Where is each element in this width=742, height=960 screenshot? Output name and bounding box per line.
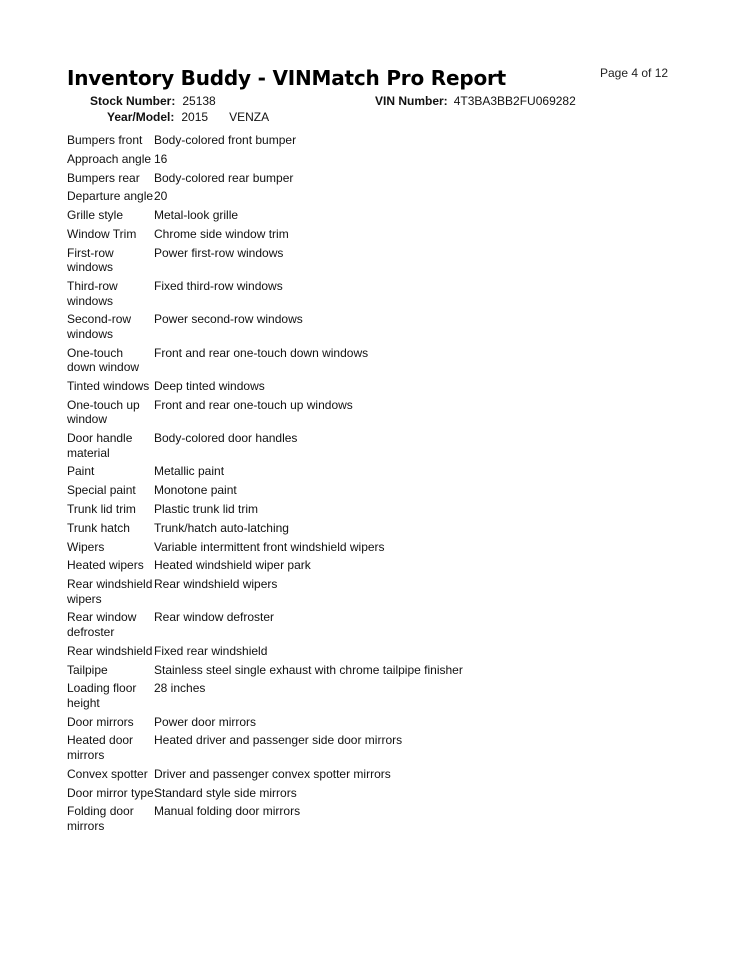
spec-row bbox=[67, 464, 463, 479]
spec-row bbox=[67, 171, 463, 186]
spec-label: Grille style bbox=[67, 208, 124, 223]
spec-value: Standard style side mirrors bbox=[154, 785, 297, 800]
stock-number-value: 25138 bbox=[182, 94, 216, 108]
year-model-label: Year/Model: bbox=[107, 110, 175, 124]
spec-row bbox=[67, 767, 463, 782]
spec-label: Door mirror type bbox=[67, 785, 154, 800]
spec-label: Paint bbox=[67, 464, 95, 479]
spec-row bbox=[67, 279, 463, 308]
spec-row bbox=[67, 558, 463, 573]
spec-value: Chrome side window trim bbox=[154, 226, 289, 241]
spec-label: Loading floor height bbox=[67, 681, 137, 710]
spec-row bbox=[67, 733, 463, 762]
spec-label: Tinted windows bbox=[67, 378, 150, 393]
spec-value: Metal-look grille bbox=[154, 208, 239, 223]
spec-value: 20 bbox=[154, 189, 168, 204]
spec-value: Power door mirrors bbox=[154, 714, 257, 729]
spec-value: Stainless steel single exhaust with chrome tailpipe finisher bbox=[154, 662, 463, 677]
spec-value: Front and rear one-touch down windows bbox=[154, 345, 369, 360]
page-number: Page 4 of 12 bbox=[600, 66, 669, 80]
stock-number bbox=[90, 94, 216, 108]
spec-label: Door handle material bbox=[67, 431, 133, 460]
spec-label: Rear window defroster bbox=[67, 610, 137, 639]
vin-number-label: VIN Number: bbox=[375, 94, 448, 108]
spec-row bbox=[67, 715, 463, 730]
spec-label: Window Trim bbox=[67, 226, 137, 241]
spec-row bbox=[67, 610, 463, 639]
spec-label: Heated wipers bbox=[67, 558, 144, 573]
spec-row bbox=[67, 786, 463, 801]
spec-row bbox=[67, 521, 463, 536]
year-value: 2015 bbox=[181, 110, 209, 124]
spec-value: Power second-row windows bbox=[154, 312, 303, 327]
spec-value: 28 inches bbox=[154, 681, 206, 696]
spec-row bbox=[67, 246, 463, 275]
spec-row bbox=[67, 152, 463, 167]
spec-value: Driver and passenger convex spotter mirrors bbox=[154, 766, 391, 781]
spec-row bbox=[67, 189, 463, 204]
spec-label: Bumpers rear bbox=[67, 170, 140, 185]
spec-label: One-touch up window bbox=[67, 397, 140, 427]
spec-value: Metallic paint bbox=[154, 464, 225, 479]
spec-label: Folding door mirrors bbox=[67, 804, 134, 833]
stock-number-label: Stock Number: bbox=[90, 94, 176, 108]
vin-number-value: 4T3BA3BB2FU069282 bbox=[453, 94, 576, 108]
spec-row bbox=[67, 398, 463, 427]
spec-value: Plastic trunk lid trim bbox=[154, 501, 259, 516]
spec-label: Special paint bbox=[67, 483, 136, 498]
spec-value: Deep tinted windows bbox=[154, 378, 265, 393]
model-value: VENZA bbox=[229, 110, 270, 124]
spec-row bbox=[67, 312, 463, 341]
spec-row bbox=[67, 502, 463, 517]
spec-label: Rear windshield wipers bbox=[67, 577, 153, 606]
spec-row bbox=[67, 431, 463, 460]
spec-value: Fixed rear windshield bbox=[154, 643, 268, 658]
vin-number bbox=[375, 94, 576, 108]
spec-label: Departure angle bbox=[67, 189, 154, 204]
spec-label: Approach angle bbox=[67, 151, 152, 166]
spec-row bbox=[67, 540, 463, 555]
spec-value: Monotone paint bbox=[154, 483, 237, 498]
spec-label: Wipers bbox=[67, 539, 105, 554]
spec-value: Power first-row windows bbox=[154, 245, 284, 260]
spec-label: Rear windshield bbox=[67, 643, 153, 658]
spec-label: One-touch down window bbox=[67, 345, 140, 375]
spec-label: Trunk hatch bbox=[67, 520, 130, 535]
spec-row bbox=[67, 644, 463, 659]
spec-row bbox=[67, 483, 463, 498]
spec-list bbox=[67, 133, 463, 838]
spec-value: Variable intermittent front windshield wipers bbox=[154, 539, 385, 554]
spec-label: First-row windows bbox=[67, 245, 114, 275]
spec-value: 16 bbox=[154, 151, 168, 166]
spec-label: Third-row windows bbox=[67, 279, 118, 308]
spec-value: Body-colored rear bumper bbox=[154, 170, 294, 185]
year-model bbox=[107, 110, 269, 124]
spec-value: Front and rear one-touch up windows bbox=[154, 397, 353, 412]
spec-value: Body-colored door handles bbox=[154, 431, 298, 446]
spec-value: Rear windshield wipers bbox=[154, 577, 278, 592]
spec-row bbox=[67, 379, 463, 394]
spec-label: Tailpipe bbox=[67, 662, 108, 677]
spec-label: Bumpers front bbox=[67, 133, 143, 147]
spec-label: Convex spotter bbox=[67, 766, 148, 781]
spec-row bbox=[67, 227, 463, 242]
spec-row bbox=[67, 208, 463, 223]
spec-row bbox=[67, 663, 463, 678]
spec-value: Fixed third-row windows bbox=[154, 279, 283, 294]
spec-label: Second-row windows bbox=[67, 312, 132, 341]
spec-row bbox=[67, 681, 463, 710]
spec-value: Heated windshield wiper park bbox=[154, 558, 311, 573]
spec-value: Manual folding door mirrors bbox=[154, 804, 301, 819]
spec-row bbox=[67, 133, 463, 148]
spec-row bbox=[67, 577, 463, 606]
spec-value: Trunk/hatch auto-latching bbox=[154, 520, 289, 535]
spec-value: Rear window defroster bbox=[154, 610, 275, 625]
spec-label: Trunk lid trim bbox=[67, 501, 136, 516]
spec-value: Body-colored front bumper bbox=[154, 133, 297, 147]
spec-row bbox=[67, 804, 463, 833]
spec-row bbox=[67, 346, 463, 375]
spec-value: Heated driver and passenger side door mirrors bbox=[154, 733, 403, 748]
spec-label: Door mirrors bbox=[67, 714, 134, 729]
spec-label: Heated door mirrors bbox=[67, 733, 134, 762]
report-title: Inventory Buddy - VINMatch Pro Report bbox=[67, 66, 507, 90]
